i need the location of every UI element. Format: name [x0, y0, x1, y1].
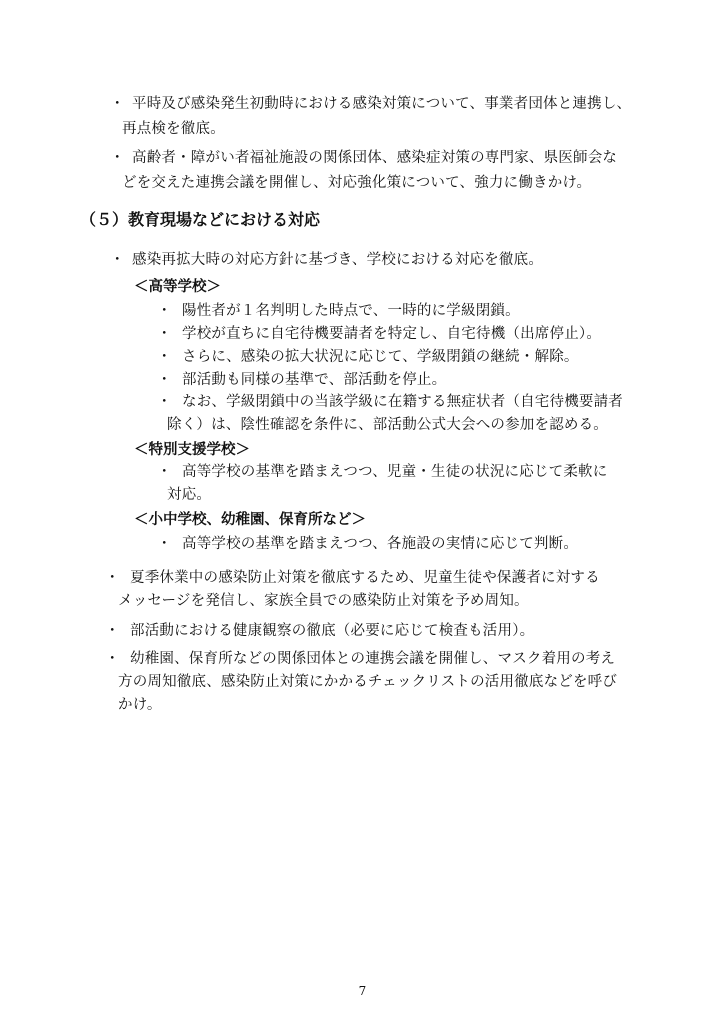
- bullet-text: 夏季休業中の感染防止対策を徹底するため、児童生徒や保護者に対する メッセージを発信し、家族全員での感染防止対策を予め周知。: [118, 570, 600, 609]
- subheading-high-school: ＜高等学校＞: [134, 279, 221, 295]
- bullet-marker: ・: [110, 252, 125, 268]
- subheading-elementary: ＜小中学校、幼稚園、保育所など＞: [134, 512, 366, 528]
- document-page: ・ 平時及び感染発生初動時における感染対策について、事業者団体と連携し、 再点検を徹底。 ・ 高齢者・障がい者福祉施設の関係団体、感染症対策の専門家、県医師会な どを交えた連携会議を開催し、対応強化策について、強力に働きかけ。 （５）教育現場などにおける対応 ・ 感染再拡大時の対応方針に基づき、学校における対応を徹底。 ＜高等学校＞ ・ 陽性者が１名判明した時点で、一時的に学級閉鎖。 ・ 学校が直ちに自宅待機要請者を特定し、自宅待機（出席停止）。 ・ さらに、感染の拡大状況に応じて、学級閉鎖の継続・解除。 ・ 部活動も同様の基準で、部活動を停止。 ・ なお、学級閉鎖中の当該学級に在籍する無症状者（自宅待機要請者 除く）は、陰性確認を条件に、部活動公式大会への参加を認める。 ＜特別支援学校＞ ・ 高等学校の基準を踏まえつつ、児童・生徒の状況に応じて柔軟に 対応。 ＜小中学校、幼稚園、保育所など＞ ・ 高等学校の基準を踏まえつつ、各施設の実情に応じて判断。 ・ 夏季休業中の感染防止対策を徹底するため、児童生徒や保護者に対する メッセージを発信し、家族全員での感染防止対策を予め周知。 ・ 部活動における健康観察の徹底（必要に応じて検査も活用）。 ・ 幼稚園、保育所などの関係団体との連携会議を開催し、マスク着用の考え 方の周知徹底、感染防止対策にかかるチェックリストの活用徹底などを呼び かけ。 7: [0, 0, 725, 1024]
- bullet-text: 部活動における健康観察の徹底（必要に応じて検査も活用）。: [130, 623, 535, 639]
- section-heading: （５）教育現場などにおける対応: [80, 210, 321, 229]
- bullet-marker: ・: [105, 651, 120, 667]
- bullet-marker: ・: [157, 536, 172, 552]
- bullet-marker: ・: [157, 394, 172, 410]
- bullet-text: 高齢者・障がい者福祉施設の関係団体、感染症対策の専門家、県医師会な どを交えた連携会議を開催し、対応強化策について、強力に働きかけ。: [122, 150, 618, 191]
- bullet-marker: ・: [110, 96, 125, 112]
- page-number: 7: [358, 984, 367, 998]
- bullet-marker: ・: [157, 326, 172, 342]
- subheading-special-support: ＜特別支援学校＞: [134, 442, 250, 458]
- bullet-marker: ・: [110, 150, 125, 166]
- bullet-marker: ・: [157, 372, 172, 388]
- bullet-marker: ・: [105, 623, 120, 639]
- bullet-marker: ・: [157, 303, 172, 319]
- bullet-text: 幼稚園、保育所などの関係団体との連携会議を開催し、マスク着用の考え 方の周知徹底、感染防止対策にかかるチェックリストの活用徹底などを呼び かけ。: [118, 651, 618, 713]
- bullet-marker: ・: [157, 464, 172, 480]
- bullet-text: 感染再拡大時の対応方針に基づき、学校における対応を徹底。: [132, 252, 544, 268]
- bullet-marker: ・: [157, 349, 172, 365]
- bullet-text: 平時及び感染発生初動時における感染対策について、事業者団体と連携し、 再点検を徹底。: [122, 96, 632, 137]
- bullet-marker: ・: [105, 570, 120, 586]
